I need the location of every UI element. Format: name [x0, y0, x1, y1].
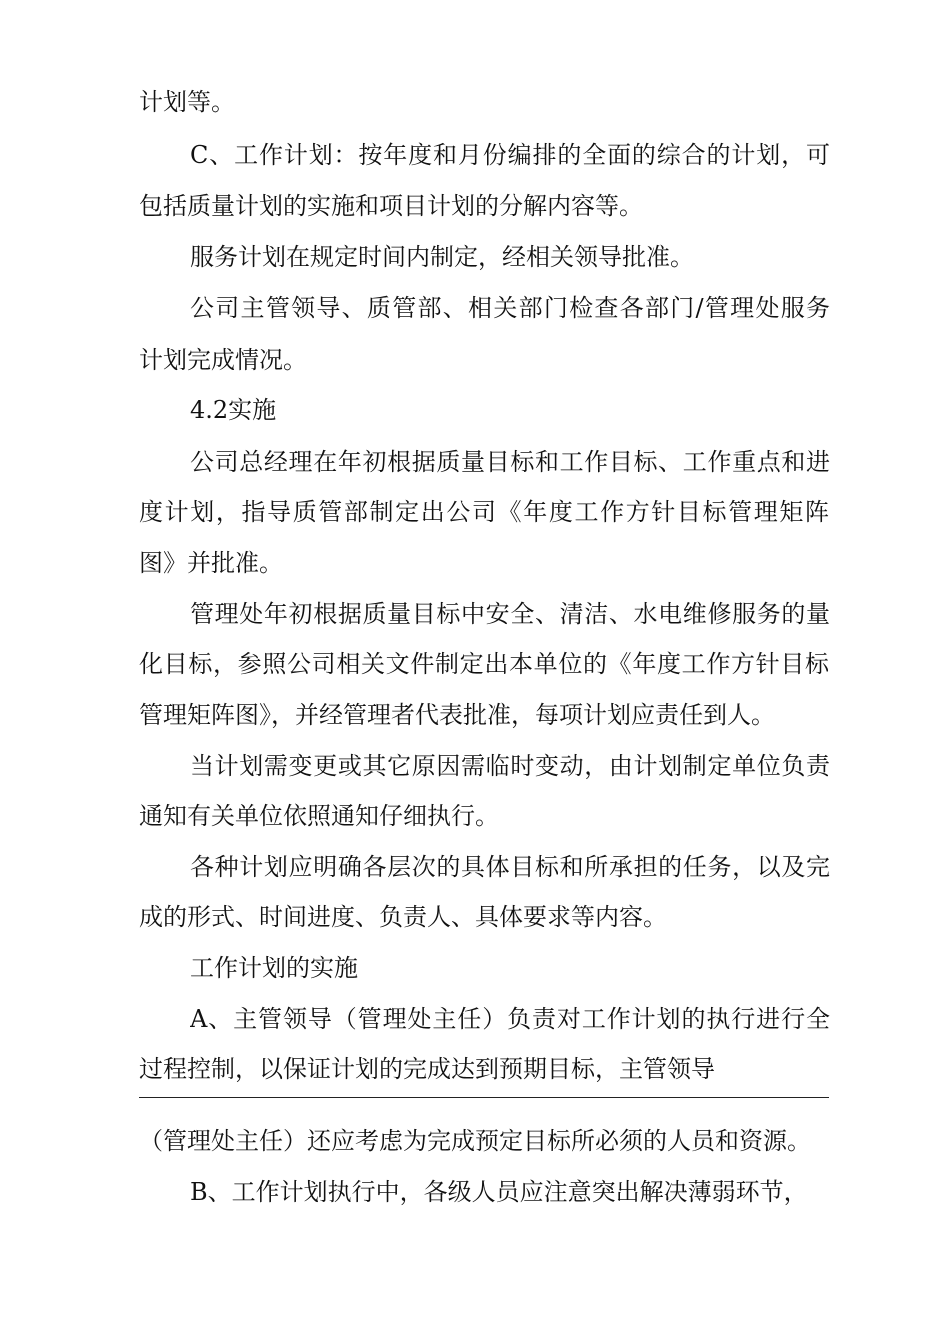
text-line: 管理矩阵图》，并经管理者代表批准，每项计划应责任到人。 [139, 701, 775, 729]
text-line: 服务计划在规定时间内制定，经相关领导批准。 [190, 243, 694, 271]
page-divider [139, 1097, 829, 1098]
text-line: 图》并批准。 [139, 549, 283, 577]
text-line: 各种计划应明确各层次的具体目标和所承担的任务，以及完 [190, 853, 830, 881]
text-line: 当计划需变更或其它原因需临时变动，由计划制定单位负责 [190, 752, 830, 780]
text-line: （管理处主任）还应考虑为完成预定目标所必须的人员和资源。 [139, 1127, 811, 1155]
text-line: 过程控制，以保证计划的完成达到预期目标，主管领导 [139, 1055, 715, 1083]
text-line: 计划等。 [139, 88, 235, 116]
text-line: 通知有关单位依照通知仔细执行。 [139, 802, 499, 830]
text-line: 公司主管领导、质管部、相关部门检查各部门/管理处服务 [190, 294, 830, 322]
text-line: 计划完成情况。 [139, 346, 307, 374]
section-heading: 4.2实施 [190, 396, 277, 424]
text-line: 度计划，指导质管部制定出公司《年度工作方针目标管理矩阵 [139, 498, 829, 526]
subheading: 工作计划的实施 [190, 954, 358, 982]
text-line: 包括质量计划的实施和项目计划的分解内容等。 [139, 192, 643, 220]
text-line: 公司总经理在年初根据质量目标和工作目标、工作重点和进 [190, 448, 830, 476]
text-line: 管理处年初根据质量目标中安全、清洁、水电维修服务的量 [190, 600, 830, 628]
text-line: A、主管领导（管理处主任）负责对工作计划的执行进行全 [190, 1005, 830, 1033]
text-line: 化目标，参照公司相关文件制定出本单位的《年度工作方针目标 [139, 650, 829, 678]
text-line: C、工作计划：按年度和月份编排的全面的综合的计划，可 [190, 141, 830, 169]
text-line: 成的形式、时间进度、负责人、具体要求等内容。 [139, 903, 667, 931]
text-line: B、工作计划执行中，各级人员应注意突出解决薄弱环节， [190, 1178, 808, 1206]
